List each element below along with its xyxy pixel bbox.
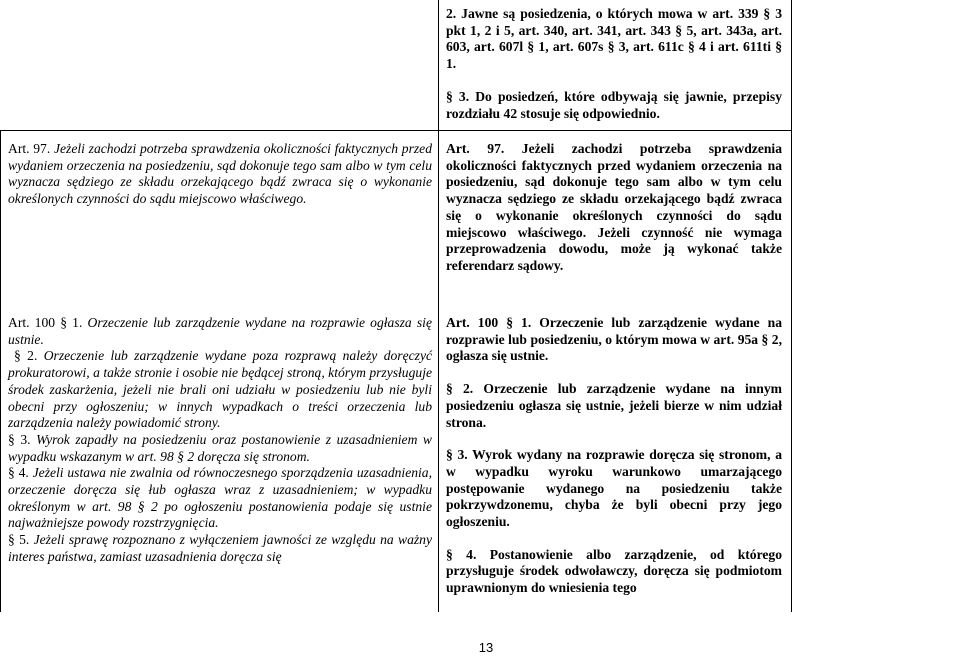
right-article-100 (446, 315, 782, 597)
left-art-100-heading: Art. 100 § 1. (8, 315, 83, 330)
right-art-100-p3: § 3. Wyrok wydany na rozprawie doręcza się stronom, a w wypadku wyroku warunkowo umarzającego postępowanie wydanego na posiedzeniu także pokrzywdzonemu, chyba że byli obecni przy jego ogłoszeniu. (446, 447, 782, 530)
right-art-100-p1 (446, 315, 782, 365)
right-art-100-p1-text: Orzeczenie lub zarządzenie wydane na rozprawie lub posiedzeniu, o którym mowa w art. 95a § 2, ogłasza się ustnie. (446, 315, 782, 364)
left-art-100-p3-text: Wyrok zapadły na posiedzeniu oraz postanowienie z uzasadnieniem w wypadku wskazanym w art. 98 § 2 doręcza się stronom. (8, 431, 432, 464)
left-article-100 (8, 315, 432, 566)
left-art-100-p2-text: Orzeczenie lub zarządzenie wydane poza rozprawą należy doręczyć prokuratorowi, a także stronie i osobie nie będącej stroną, którym przysługuje środek zaskarżenia, jeżeli nie brali oni udziału w posiedzeniu lub nie byli obecni przy ogłoszeniu; w innych wypadkach o treści orzeczenia lub zarządzenia należy powiadomić strony. (8, 348, 433, 431)
left-art-100-p1-text: Orzeczenie lub zarządzenie wydane na rozprawie ogłasza się ustnie. (8, 315, 432, 347)
left-article-97 (8, 141, 432, 208)
right-article-97 (446, 141, 782, 275)
left-art-100-p2 (8, 348, 432, 432)
left-art-100-p5 (8, 532, 432, 565)
left-art-100-p5-text: Jeżeli sprawę rozpoznano z wyłączeniem jawności ze względu na ważny interes państwa, zamiast uzasadnienia doręcza się (8, 532, 433, 564)
left-art-100-p2-mark: § 2. (14, 348, 38, 364)
left-art-100-p3 (8, 432, 432, 465)
left-art-100-p5-mark: § 5. (8, 532, 30, 548)
right-top-paragraph-2: 2. Jawne są posiedzenia, o których mowa w art. 339 § 3 pkt 1, 2 i 5, art. 340, art. 341, art. 343 § 5, art. 343a, art. 603, art. 607l § 1, art. 607s § 3, art. 611c § 4 i art. 611ti § 1. (446, 6, 782, 72)
table-border-middle (438, 0, 439, 612)
right-art-97-heading: Art. 97. (446, 141, 505, 156)
right-art-97-text (446, 141, 782, 275)
left-art-97-body: Jeżeli zachodzi potrzeba sprawdzenia okoliczności faktycznych przed wydaniem orzeczenia na posiedzeniu, sąd dokonuje tego sam albo w tym celu wyznacza sędziego ze składu orzekającego bądź zwraca się o wykonanie określonych czynności do sądu miejscowo właściwego. (8, 141, 432, 207)
page-number: 13 (478, 640, 494, 655)
left-art-100-p1 (8, 315, 432, 348)
right-top-paragraph-3: § 3. Do posiedzeń, które odbywają się jawnie, przepisy rozdziału 42 stosuje się odpowiednio. (446, 88, 782, 121)
right-art-100-p4: § 4. Postanowienie albo zarządzenie, od którego przysługuje środek odwoławczy, doręcza się podmiotom uprawnionym do wniesienia tego (446, 546, 782, 596)
table-row-divider (0, 130, 792, 131)
left-art-97-text (8, 141, 432, 208)
left-art-97-heading: Art. 97. (8, 141, 51, 156)
right-art-100-p2: § 2. Orzeczenie lub zarządzenie wydane na innym posiedzeniu ogłasza się ustnie, jeżeli bierze w nim udział strona. (446, 381, 782, 430)
left-art-100-p4-text: Jeżeli ustawa nie zwalnia od równoczesnego sporządzenia uzasadnienia, orzeczenie doręcza się łub ogłasza wraz z uzasadnieniem; w wypadku określonym w art. 98 § 2 po ogłoszeniu postanowienia podaje się ustnie najważniejsze powody rozstrzygnięcia. (8, 465, 433, 531)
right-art-97-body: Jeżeli zachodzi potrzeba sprawdzenia okoliczności faktycznych przed wydaniem orzeczenia na posiedzeniu, sąd dokonuje tego sam albo w tym celu wyznacza sędziego ze składu orzekającego bądź zwraca się o wykonanie określonych czynności do sądu miejscowo właściwego. Jeżeli czynność nie wymaga przeprowadzenia dowodu, może ją wykonać także referendarz sądowy. (446, 141, 782, 273)
table-border-left (0, 130, 1, 612)
left-art-100-p4-mark: § 4. (8, 465, 29, 481)
right-top-cell (446, 6, 782, 122)
left-art-100-p4 (8, 465, 432, 532)
right-art-100-heading: Art. 100 § 1. (446, 315, 532, 330)
left-art-100-p3-mark: § 3. (8, 431, 31, 447)
table-border-right (791, 0, 792, 612)
